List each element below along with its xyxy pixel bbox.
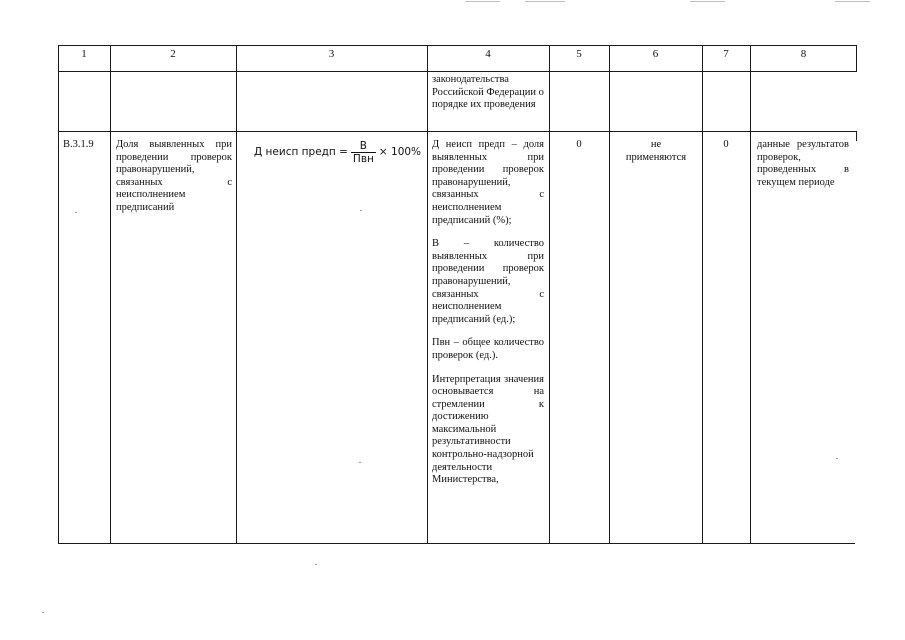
scan-artifact bbox=[690, 1, 725, 2]
formula-numerator: В bbox=[359, 139, 367, 152]
column-border bbox=[702, 45, 703, 544]
header-col-7: 7 bbox=[723, 48, 729, 60]
column-border bbox=[549, 45, 550, 544]
scan-speck bbox=[836, 458, 838, 459]
indicator-name: Доля выявленных при проведении проверок правонарушений, связанных с неисполнением предписаний bbox=[116, 139, 232, 213]
scan-speck bbox=[360, 210, 362, 211]
header-col-4: 4 bbox=[485, 48, 491, 60]
description-paragraph: Д неисп предп – доля выявленных при проведении проверок правонарушений, связанных с неисполнением предписаний (%); bbox=[432, 139, 544, 226]
scan-artifact bbox=[835, 1, 870, 2]
header-col-1: 1 bbox=[81, 48, 87, 60]
scan-speck bbox=[359, 462, 361, 463]
calculation-formula bbox=[254, 137, 424, 167]
indicator-description bbox=[432, 139, 544, 498]
row-separator bbox=[58, 131, 857, 132]
column-border bbox=[58, 45, 59, 544]
column-border bbox=[110, 45, 111, 544]
scan-speck bbox=[315, 564, 317, 565]
column-border bbox=[856, 131, 857, 141]
header-col-2: 2 bbox=[170, 48, 176, 60]
col7-value: 0 bbox=[723, 139, 729, 150]
formula-lhs: Д неисп предп = bbox=[254, 146, 348, 158]
header-col-6: 6 bbox=[652, 48, 659, 60]
formula-fraction bbox=[351, 140, 376, 165]
column-border bbox=[750, 45, 751, 544]
table-bottom-border bbox=[58, 543, 855, 544]
column-border bbox=[236, 45, 237, 544]
col6-value: не применяются bbox=[625, 139, 687, 163]
header-col-3: 3 bbox=[328, 48, 335, 60]
description-paragraph: Пвн – общее количество проверок (ед.). bbox=[432, 337, 544, 361]
header-col-8: 8 bbox=[800, 48, 807, 60]
description-paragraph: Интерпретация значения основывается на стремлении к достижению максимальной результативности контрольно-надзорной деятельности Министерства, bbox=[432, 373, 544, 486]
continuation-text: законодательства Российской Федерации о порядке их проведения bbox=[432, 74, 544, 111]
formula-rhs: × 100% bbox=[378, 146, 422, 158]
indicator-code: В.3.1.9 bbox=[63, 139, 94, 150]
column-border bbox=[609, 45, 610, 544]
column-border bbox=[427, 45, 428, 544]
scan-speck bbox=[75, 212, 77, 213]
table-top-border bbox=[58, 45, 857, 46]
header-col-5: 5 bbox=[576, 48, 582, 60]
scan-artifact bbox=[465, 1, 500, 2]
header-bottom-border bbox=[58, 71, 857, 72]
data-source: данные результатов проверок, проведенных в текущем периоде bbox=[757, 139, 849, 188]
col5-value: 0 bbox=[576, 139, 582, 150]
description-paragraph: В – количество выявленных при проведении проверок правонарушений, связанных с неисполнением предписаний (ед.); bbox=[432, 238, 544, 325]
scan-artifact bbox=[525, 1, 565, 2]
formula-denominator: Пвн bbox=[352, 152, 374, 165]
scan-speck bbox=[42, 612, 44, 613]
